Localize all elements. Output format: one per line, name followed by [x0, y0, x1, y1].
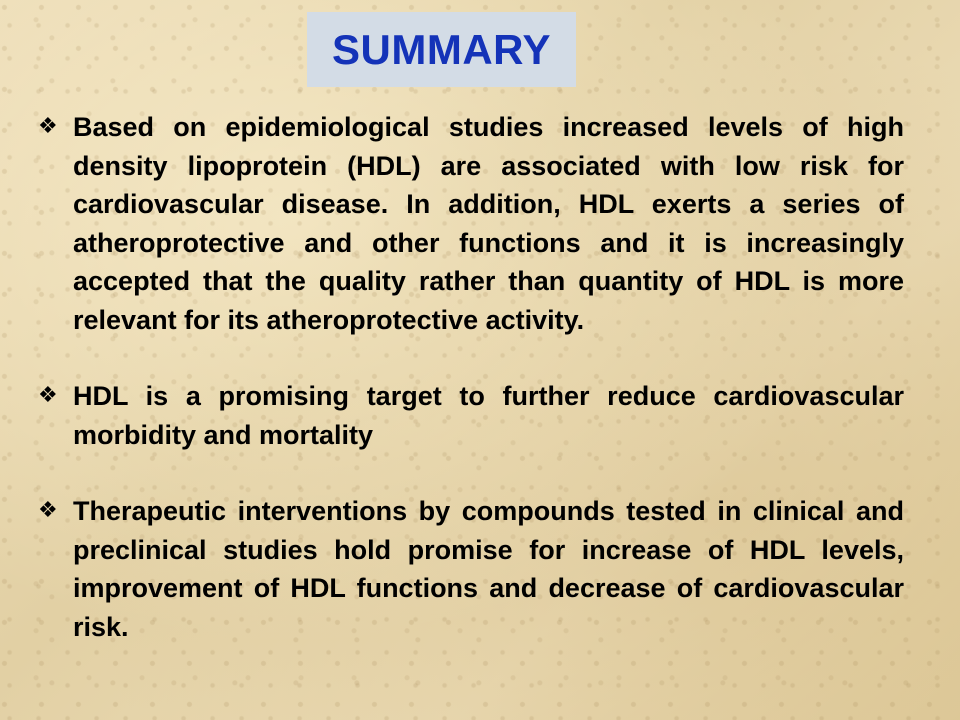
bullet-text: HDL is a promising target to further reduce cardiovascular morbidity and mortality — [73, 381, 904, 450]
title-box — [307, 12, 576, 87]
diamond-bullet-icon: ❖ — [38, 114, 58, 139]
diamond-bullet-icon: ❖ — [38, 383, 58, 408]
slide-title: SUMMARY — [332, 25, 551, 73]
bullet-item — [38, 377, 904, 454]
bullet-list — [38, 108, 904, 646]
bullet-item — [38, 492, 904, 646]
bullet-text: Based on epidemiological studies increased levels of high density lipoprotein (HDL) are associated with low risk for cardiovascular disease. In addition, HDL exerts a series of atheroprotective and other functions and it is increasingly accepted that the quality rather than quantity of HDL is more relevant for its atheroprotective activity. — [73, 112, 904, 335]
bullet-text: Therapeutic interventions by compounds tested in clinical and preclinical studies hold promise for increase of HDL levels, improvement of HDL functions and decrease of cardiovascular risk. — [73, 496, 904, 642]
bullet-item — [38, 108, 904, 339]
diamond-bullet-icon: ❖ — [38, 498, 58, 523]
